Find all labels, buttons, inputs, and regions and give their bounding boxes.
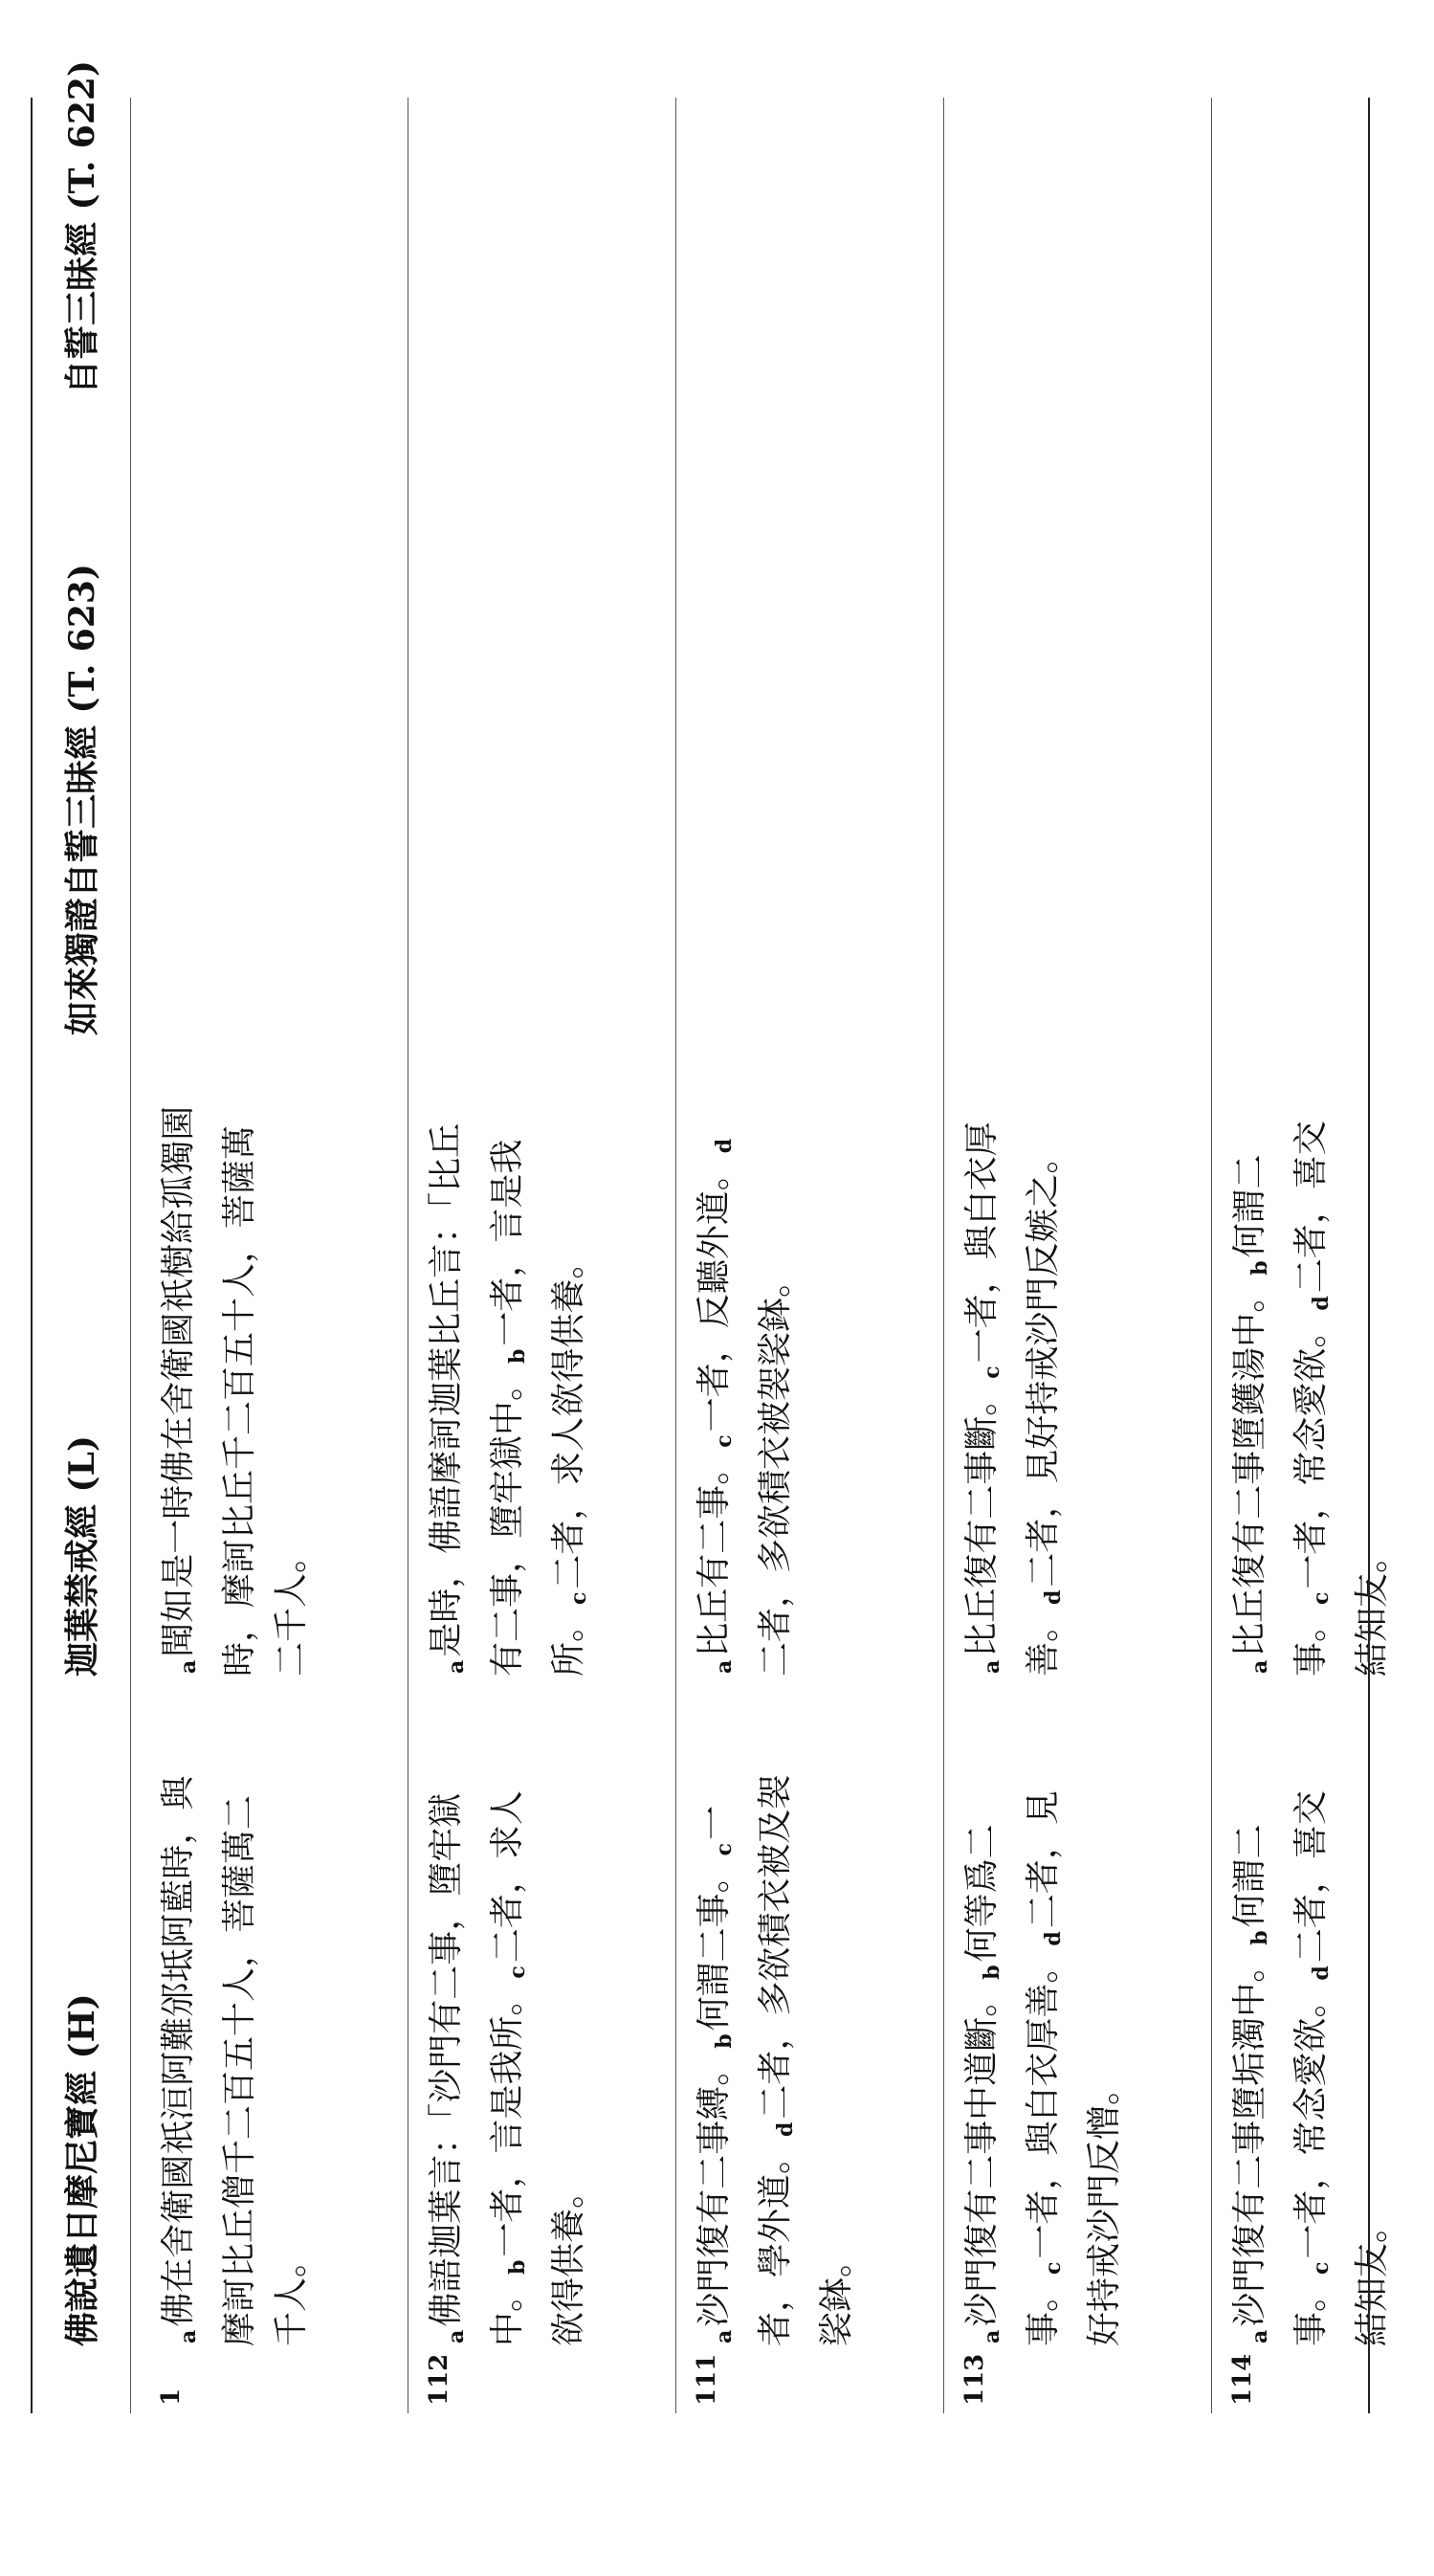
segment-text: 沙門復有二事墮垢濁中。 [1230, 1947, 1269, 2327]
segment-text: 一者，與白衣厚善。 [1024, 1948, 1063, 2259]
segment-text: 何等爲二事。 [962, 1824, 1063, 2346]
segment-text: 沙門復有二事縛。 [695, 2051, 734, 2327]
segment-text: 聞如是一時佛在舍衛國祇樹給孤獨園時，摩訶比丘千二百五十人，菩薩萬二千人。 [159, 1105, 311, 1677]
cell-h [421, 1772, 595, 2346]
row-number: 1 [157, 2387, 186, 2406]
cell-l [1224, 1102, 1399, 1677]
segment-marker: b [1247, 1260, 1272, 1276]
segment-marker: c [505, 1965, 530, 1979]
column-header-l: 迦葉禁戒經 (L) [62, 1435, 102, 1677]
segment-marker: a [1247, 1659, 1272, 1674]
segment-text: 佛語迦葉言：「沙門有二事，墮牢獄中。 [427, 1792, 527, 2346]
cell-l [689, 1102, 802, 1677]
segment-marker: c [980, 1366, 1004, 1379]
cell-h [153, 1772, 318, 2346]
segment-text: 一者，學外道。 [695, 1805, 795, 2346]
segment-marker: b [1247, 1930, 1272, 1945]
parallel-text-table [31, 60, 1392, 2413]
segment-marker: a [176, 2329, 201, 2343]
segment-text: 一者，與白衣厚善。 [962, 1121, 1063, 1677]
cell-h [689, 1772, 863, 2346]
cell-l [421, 1102, 605, 1677]
segment-marker: a [176, 1659, 201, 1674]
cell-l [153, 1102, 318, 1677]
segment-text: 沙門復有二事中道斷。 [962, 1982, 1002, 2327]
segment-text: 二者，見好持戒沙門反憎。 [1024, 1790, 1124, 2346]
segment-text: 佛在舍衛國祇洹阿難邠坻阿藍時，與摩訶比丘僧千二百五十人，菩薩萬二千人。 [159, 1775, 311, 2346]
table-row [1215, 98, 1434, 2413]
segment-marker: d [1309, 1296, 1334, 1311]
segment-text: 二者，求人欲得供養。 [488, 1790, 588, 2346]
segment-text: 一者，常念愛欲。 [1291, 1983, 1331, 2259]
segment-marker: b [980, 1965, 1004, 1980]
segment-text: 比丘復有二事斷。 [962, 1381, 1002, 1657]
row-divider [943, 98, 944, 2413]
segment-marker: a [444, 1659, 469, 1674]
cell-h [957, 1772, 1131, 2346]
header-rule [130, 98, 131, 2413]
segment-marker: d [1041, 1931, 1066, 1946]
cell-l [957, 1102, 1079, 1677]
segment-marker: d [1309, 1965, 1334, 1981]
table-bottom-rule [1368, 98, 1370, 2413]
segment-marker: c [1041, 2261, 1066, 2275]
table-row [947, 98, 1205, 2413]
segment-text: 比丘復有二事墮鑊湯中。 [1230, 1277, 1269, 1657]
segment-marker: c [712, 1434, 737, 1448]
segment-text: 二者，喜交結知友。 [1291, 1790, 1392, 2346]
segment-marker: a [712, 1659, 737, 1674]
column-header-t623: 如來獨證自誓三昧經 (T. 623) [62, 564, 102, 1035]
segment-text: 一者，言是我所。 [488, 1981, 527, 2257]
segment-marker: b [505, 2259, 530, 2275]
segment-marker: c [712, 1842, 737, 1856]
row-number: 112 [425, 2353, 453, 2406]
row-number: 111 [693, 2353, 721, 2406]
segment-marker: d [1041, 1589, 1066, 1605]
segment-text: 一者，反聽外道。 [695, 1156, 734, 1432]
segment-marker: b [712, 2033, 737, 2049]
segment-marker: a [712, 2329, 737, 2343]
segment-marker: a [444, 2329, 469, 2343]
row-divider [675, 98, 676, 2413]
segment-text: 何謂二事。 [1230, 1824, 1331, 2346]
segment-text: 是時，佛語摩訶迦葉比丘言：「比丘有二事，墮牢獄中。 [427, 1122, 527, 1677]
cell-h [1224, 1772, 1399, 2346]
segment-marker: d [712, 1138, 737, 1154]
segment-text: 一者，常念愛欲。 [1291, 1313, 1331, 1589]
segment-text: 比丘有二事。 [695, 1450, 734, 1657]
table-row [679, 98, 938, 2413]
column-header-t622: 自誓三昧經 (T. 622) [62, 60, 102, 394]
row-number: 113 [960, 2353, 989, 2406]
segment-marker: a [980, 2329, 1004, 2343]
row-divider [1211, 98, 1212, 2413]
table-row [143, 98, 402, 2413]
column-header-h: 佛說遺日摩尼寶經 (H) [62, 1993, 102, 2346]
segment-text: 二者，見好持戒沙門反嫉之。 [1024, 1139, 1063, 1588]
segment-text: 何謂二事。 [1230, 1154, 1331, 1677]
segment-marker: b [505, 1348, 530, 1364]
segment-marker: a [980, 1659, 1004, 1674]
segment-text: 二者，求人欲得供養。 [549, 1244, 588, 1589]
segment-text: 二者，多欲積衣被袈裟鉢。 [756, 1262, 795, 1677]
segment-text: 二者，多欲積衣被及袈裟鉢。 [756, 1774, 856, 2346]
segment-text: 一者，言是我所。 [488, 1139, 588, 1677]
segment-text: 二者，喜交結知友。 [1291, 1121, 1392, 1677]
segment-marker: c [566, 1591, 591, 1605]
segment-marker: d [773, 2121, 798, 2137]
segment-text: 何謂二事。 [695, 1858, 734, 2032]
segment-marker: a [1247, 2329, 1272, 2343]
segment-marker: c [1309, 2261, 1334, 2275]
segment-marker: c [1309, 1591, 1334, 1605]
table-top-rule [31, 98, 33, 2413]
table-row [411, 98, 670, 2413]
row-number: 114 [1228, 2353, 1257, 2406]
